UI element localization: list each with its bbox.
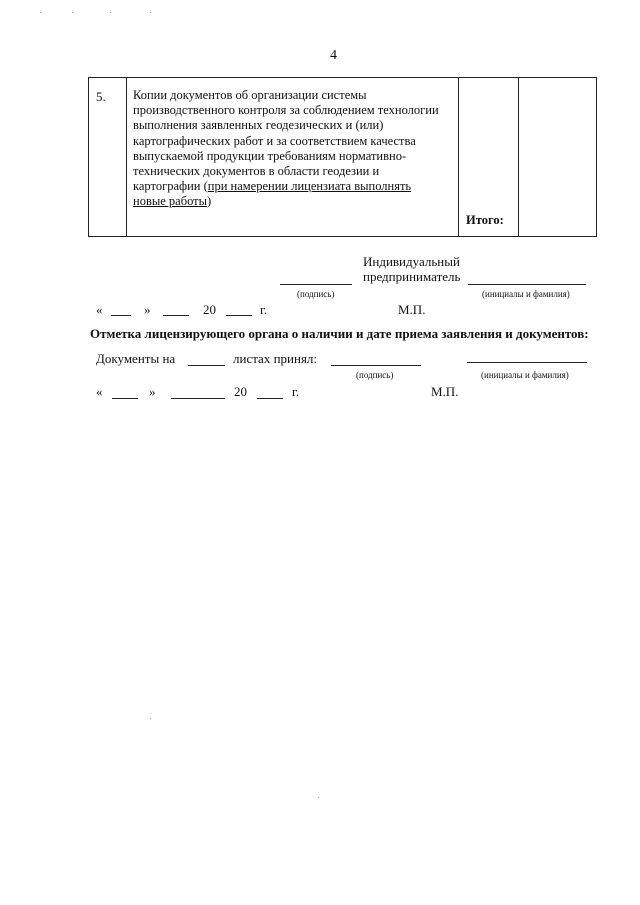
authority-signature-line[interactable] <box>331 365 421 366</box>
scan-speck <box>40 12 41 13</box>
page-number: 4 <box>330 48 337 63</box>
description-text: ) <box>207 194 212 209</box>
authority-quote-open: « <box>96 384 103 399</box>
authority-stamp: М.П. <box>431 384 459 399</box>
applicant-stamp: М.П. <box>398 302 426 317</box>
documents-table <box>88 77 597 237</box>
description-underlined-text: при намерении лицензиата выполнять <box>207 179 412 194</box>
authority-year-prefix: 20 <box>234 384 247 399</box>
description-line <box>133 179 453 194</box>
applicant-day-line[interactable] <box>111 315 131 316</box>
scan-speck <box>318 797 319 798</box>
authority-year-suffix: г. <box>292 384 300 399</box>
applicant-role-line2: предприниматель <box>363 269 461 284</box>
description-text: картографии ( <box>133 179 208 194</box>
table-column-divider <box>126 78 127 236</box>
applicant-year-prefix: 20 <box>203 302 216 317</box>
authority-month-line[interactable] <box>171 398 225 399</box>
table-column-divider <box>458 78 459 236</box>
description-line: выпускаемой продукции требованиям нормативно- <box>133 148 407 163</box>
scan-speck <box>150 718 151 719</box>
authority-day-line[interactable] <box>112 398 138 399</box>
applicant-quote-open: « <box>96 302 103 317</box>
applicant-role-line1: Индивидуальный <box>363 254 460 269</box>
table-column-divider <box>518 78 519 236</box>
sheets-count-line[interactable] <box>188 365 225 366</box>
authority-signature-caption: (подпись) <box>356 370 394 380</box>
authority-heading: Отметка лицензирующего органа о наличии и дате приема заявления и документов: <box>90 326 589 341</box>
documents-on-label: Документы на <box>96 351 176 366</box>
description-line: картографических работ и за соответствием качества <box>133 133 416 148</box>
table-row-description <box>133 88 453 210</box>
applicant-initials-caption: (инициалы и фамилия) <box>482 289 570 299</box>
authority-initials-caption: (инициалы и фамилия) <box>481 370 569 380</box>
applicant-year-line[interactable] <box>226 315 252 316</box>
authority-quote-close: » <box>149 384 156 399</box>
applicant-quote-close: » <box>144 302 151 317</box>
applicant-initials-line[interactable] <box>468 284 586 285</box>
sheets-accepted-label: листах принял: <box>233 351 318 366</box>
description-underlined-text: новые работы <box>133 194 208 209</box>
description-line: технических документов в области геодезии и <box>133 164 380 179</box>
applicant-signature-line[interactable] <box>280 284 352 285</box>
scan-speck <box>150 12 151 13</box>
table-row-number: 5. <box>96 89 106 104</box>
scan-speck <box>72 12 73 13</box>
applicant-signature-caption: (подпись) <box>297 289 335 299</box>
description-line: выполнения заявленных геодезических и (или) <box>133 118 384 133</box>
description-line: производственного контроля за соблюдением технологии <box>133 103 439 118</box>
description-line: Копии документов об организации системы <box>133 88 367 102</box>
applicant-year-suffix: г. <box>260 302 268 317</box>
scan-speck <box>110 12 111 13</box>
description-line <box>133 194 453 209</box>
authority-year-line[interactable] <box>257 398 283 399</box>
authority-initials-line[interactable] <box>467 362 587 363</box>
total-label: Итого: <box>466 213 504 227</box>
applicant-month-line[interactable] <box>163 315 189 316</box>
